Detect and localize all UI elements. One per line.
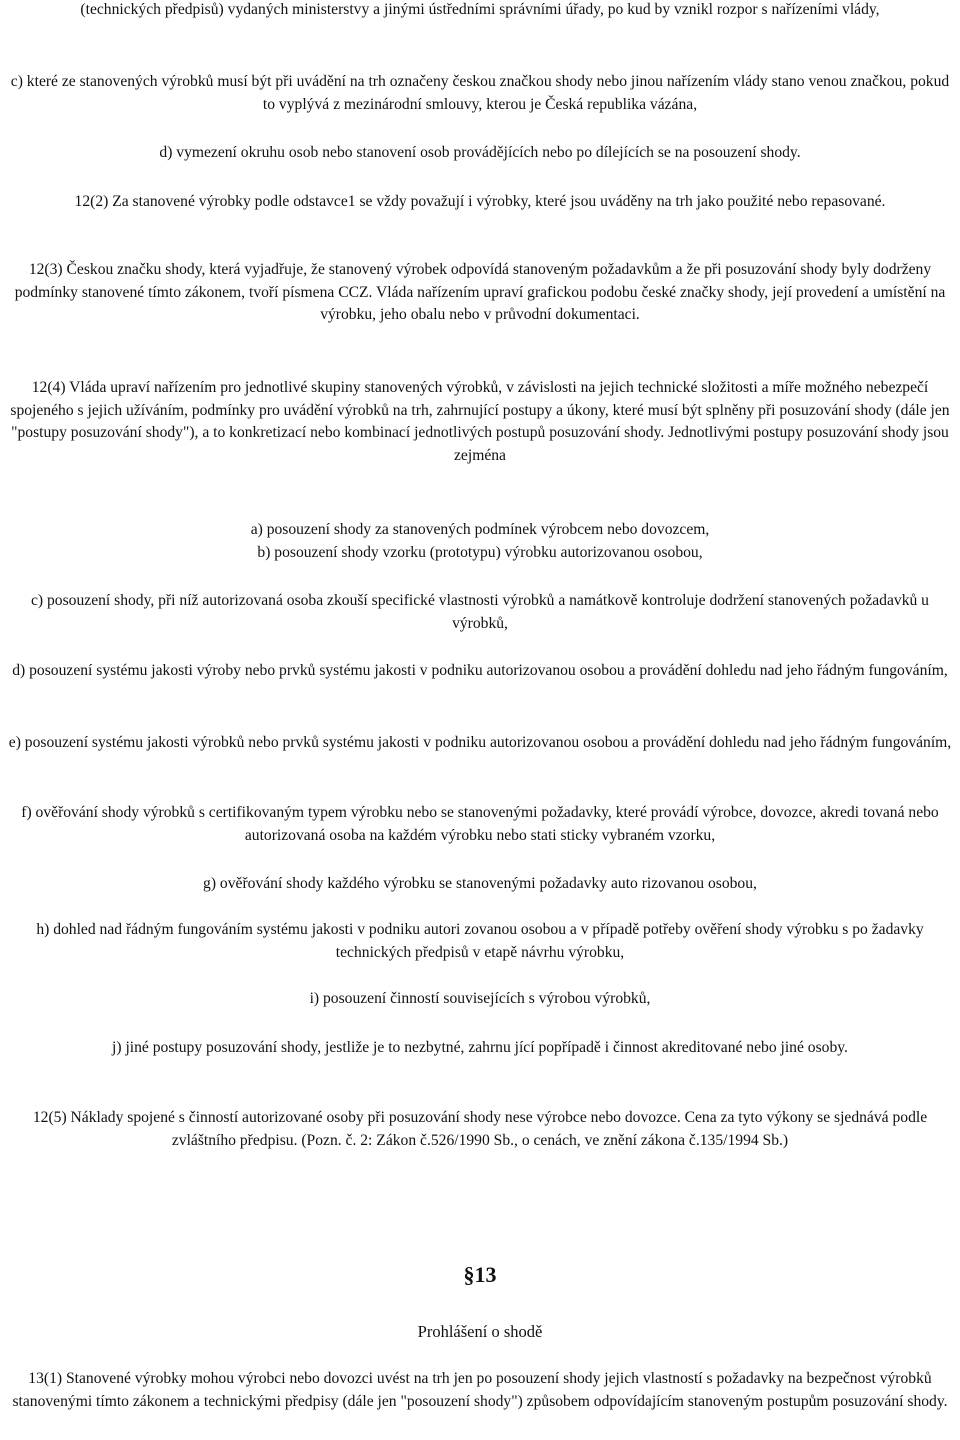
list-item-i: i) posouzení činností souvisejících s výrobou výrobků, [309,990,651,1007]
section-sign: § [463,1262,475,1287]
list-item-a: a) posouzení shody za stanovených podmínek výrobcem nebo dovozcem, [250,521,710,538]
list-item-f: f) ověřování shody výrobků s certifikovaným typem výrobku nebo se stanovenými požadavky, které provádí výrobce, dovozce, akredi tovaná nebo autorizovaná osoba na každém výrobku nebo stati sticky vybraném vzorku, [21,804,939,844]
paragraph-12-5: 12(5) Náklady spojené s činností autorizované osoby při posuzování shody nese výrobce nebo dovozce. Cena za tyto výkony se sjednává podle zvláštního předpisu. (Pozn. č. 2: Zákon č.526/1990 Sb., o cenách, ve znění zákona č.135/1994 Sb.) [32,1109,928,1149]
paragraph-item-d: d) vymezení okruhu osob nebo stanovení osob provádějících nebo po dílejících se na posouzení shody. [159,144,801,161]
section-title: Prohlášení o shodě [417,1322,543,1341]
paragraph-13-1: 13(1) Stanovené výrobky mohou výrobci nebo dovozci uvést na trh jen po posouzení shody jejich vlastností s požadavky na bezpečnost výrobků stanovenými tímto zákonem a technickými předpisy (dále jen "posouzení shody") způsobem odpovídajícím stanoveným postupům posuzování shody. [12,1370,948,1410]
list-item-c: c) posouzení shody, při níž autorizovaná osoba zkouší specifické vlastnosti výrobků a namátkově kontroluje dodržení stanovených požadavků u výrobků, [31,592,929,632]
section-heading [0,1262,960,1288]
list-item-h: h) dohled nad řádným fungováním systému jakosti v podniku autori zovanou osobou a v případě potřeby ověření shody výrobku s po žadavky technických předpisů v etapě návrhu výrobku, [36,921,924,961]
list-item-b: b) posouzení shody vzorku (prototypu) výrobku autorizovanou osobou, [257,544,703,561]
paragraph-12-4: 12(4) Vláda upraví nařízením pro jednotlivé skupiny stanovených výrobků, v závislosti na jejich technické složitosti a míře možného nebezpečí spojeného s jejich užíváním, podmínky pro uvádění výrobků na trh, zahrnující postupy a úkony, které musí být splněny při posuzování shody (dále jen "postupy posuzování shody"), a to konkretizací nebo kombinací jednotlivých postupů posuzování shody. Jednotlivými postupy posuzování shody jsou zejména [10,379,950,464]
list-item-g: g) ověřování shody každého výrobku se stanovenými požadavky auto rizovanou osobou, [203,875,757,892]
paragraph-item-c: c) které ze stanovených výrobků musí být při uvádění na trh označeny českou značkou shody nebo jinou nařízením vlády stano venou značkou, pokud to vyplývá z mezinárodní smlouvy, kterou je Česká republika vázána, [10,73,950,113]
paragraph-12-2: 12(2) Za stanovené výrobky podle odstavce1 se vždy považují i výrobky, které jsou uváděny na trh jako použité nebo repasované. [74,193,886,210]
section-number: 13 [474,1262,497,1287]
paragraph-12-3: 12(3) Českou značku shody, která vyjadřuje, že stanovený výrobek odpovídá stanoveným požadavkům a že při posuzování shody byly dodrženy podmínky stanovené tímto zákonem, tvoří písmena CCZ. Vláda nařízením upraví grafickou podobu české značky shody, její provedení a umístění na výrobku, jeho obalu nebo v průvodní dokumentaci. [14,261,946,323]
list-item-e: e) posouzení systému jakosti výrobků nebo prvků systému jakosti v podniku autorizovanou osobou a provádění dohledu nad jeho řádným fungováním, [8,734,952,751]
list-item-d: d) posouzení systému jakosti výroby nebo prvků systému jakosti v podniku autorizovanou osobou a provádění dohledu nad jeho řádným fungováním, [12,662,948,679]
list-item-j: j) jiné postupy posuzování shody, jestliže je to nezbytné, zahrnu jící popřípadě i činnost akreditované nebo jiné osoby. [112,1039,848,1056]
paragraph-intro-continuation: (technických předpisů) vydaných ministerstvy a jinými ústředními správními úřady, po kud by vznikl rozpor s nařízeními vlády, [80,1,880,18]
